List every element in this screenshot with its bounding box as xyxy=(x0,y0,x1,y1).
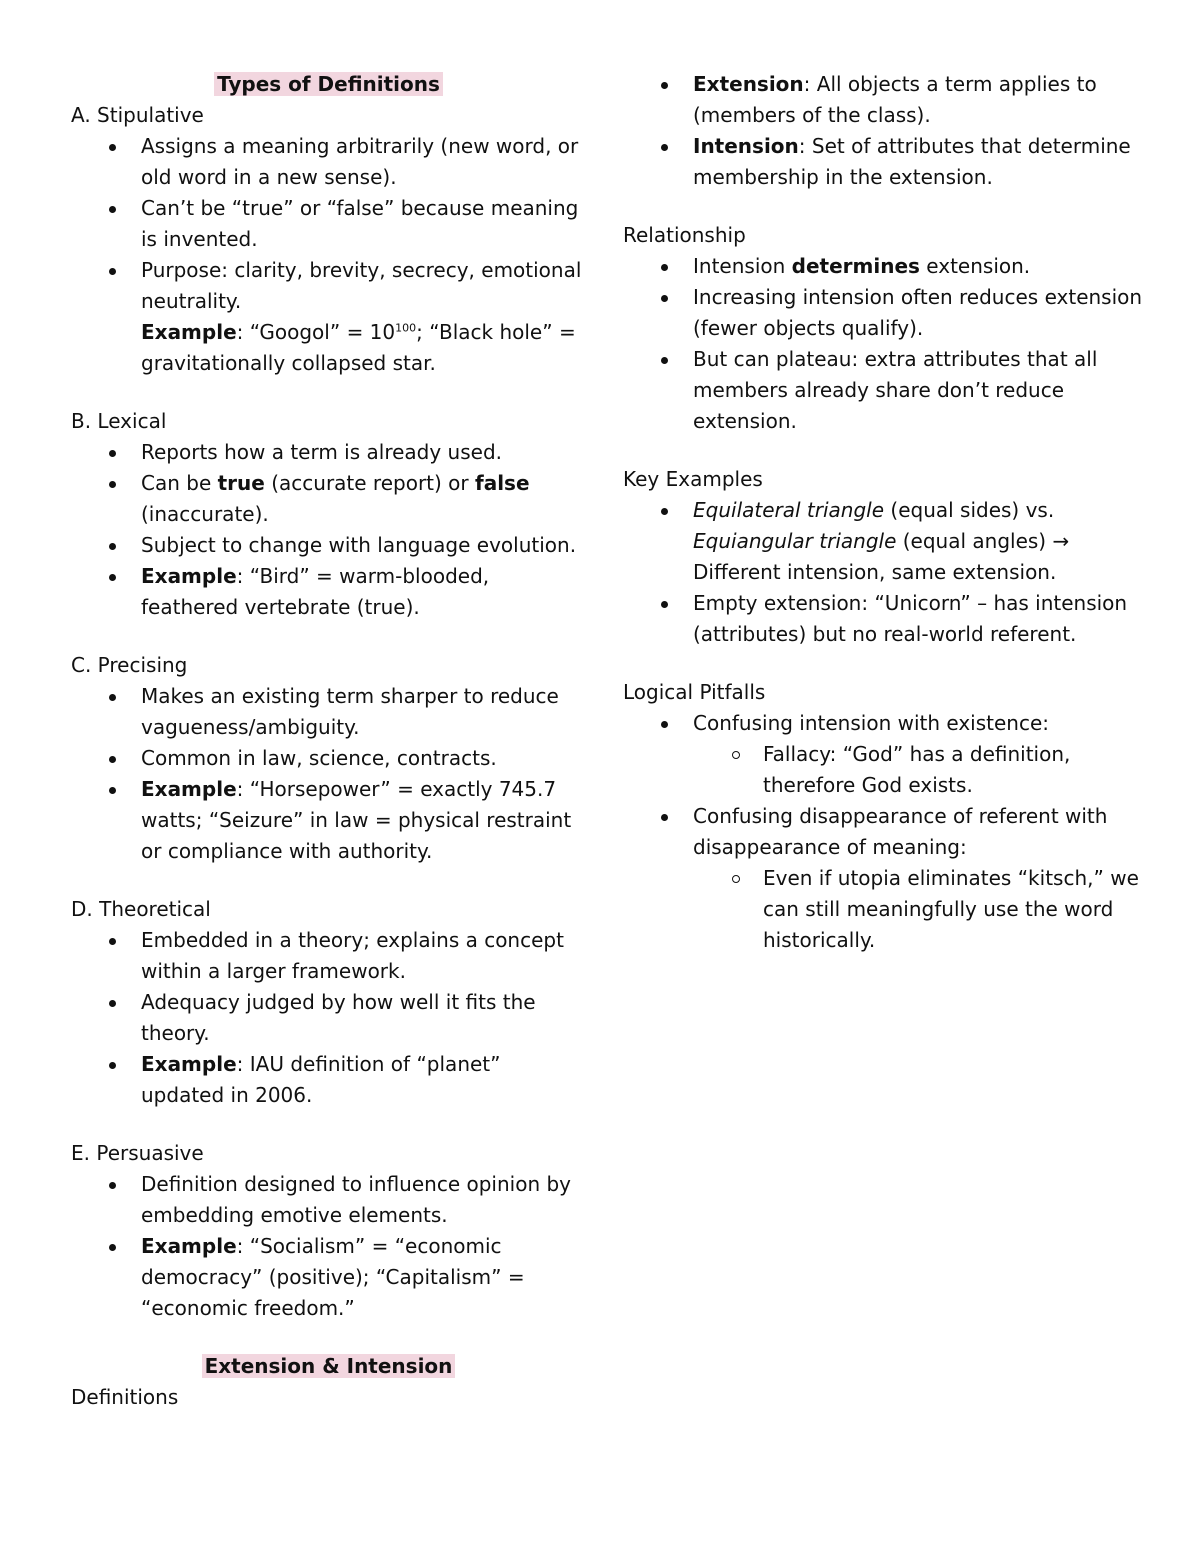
key-examples-list xyxy=(623,495,1163,650)
theoretical-heading: D. Theoretical xyxy=(71,897,211,921)
example-label: Example xyxy=(141,564,237,588)
list-item: Confusing intension with existence: xyxy=(623,708,1163,739)
list-item: Can’t be “true” or “false” because meaning is invented. xyxy=(71,193,586,255)
list-item: Common in law, science, contracts. xyxy=(71,743,586,774)
list-item: Definition designed to influence opinion by embedding emotive elements. xyxy=(71,1169,586,1231)
pitfalls-list xyxy=(623,708,1163,739)
lexical-list xyxy=(71,437,586,623)
extension-label: Extension xyxy=(693,72,804,96)
list-item: Embedded in a theory; explains a concept within a larger framework. xyxy=(71,925,586,987)
right-column xyxy=(623,69,1163,956)
purpose-text: Purpose: clarity, brevity, secrecy, emotional neutrality. xyxy=(141,258,582,313)
list-item: Makes an existing term sharper to reduce vagueness/ambiguity. xyxy=(71,681,586,743)
definitions-heading: Definitions xyxy=(71,1385,179,1409)
list-item: Example: “Socialism” = “economic democracy” (positive); “Capitalism” = “economic freedom.” xyxy=(71,1231,586,1324)
list-item: Intension determines extension. xyxy=(623,251,1163,282)
precising-list xyxy=(71,681,586,867)
types-title-block xyxy=(71,69,586,100)
sub-list-item: Fallacy: “God” has a definition, therefore God exists. xyxy=(623,739,1163,801)
lexical-heading: B. Lexical xyxy=(71,409,167,433)
intension-label: Intension xyxy=(693,134,799,158)
list-item: Confusing disappearance of referent with disappearance of meaning: xyxy=(623,801,1163,863)
pitfalls-heading: Logical Pitfalls xyxy=(623,680,766,704)
list-item xyxy=(71,255,586,379)
list-item: Example: “Horsepower” = exactly 745.7 watts; “Seizure” in law = physical restraint or compliance with authority. xyxy=(71,774,586,867)
definitions-list xyxy=(623,69,1163,193)
example-label: Example xyxy=(141,320,237,344)
pitfalls-sublist xyxy=(623,739,1163,801)
pitfalls-list-2 xyxy=(623,801,1163,863)
list-item: Example: “Bird” = warm-blooded, feathered vertebrate (true). xyxy=(71,561,586,623)
pitfalls-sublist-2 xyxy=(623,863,1163,956)
relationship-list xyxy=(623,251,1163,437)
example-label: Example xyxy=(141,1234,237,1258)
relationship-heading: Relationship xyxy=(623,223,746,247)
theoretical-list xyxy=(71,925,586,1111)
ext-int-title: Extension & Intension xyxy=(202,1354,456,1378)
stipulative-list xyxy=(71,131,586,379)
list-item: Can be true (accurate report) or false (inaccurate). xyxy=(71,468,586,530)
example-label: Example xyxy=(141,777,237,801)
key-examples-heading: Key Examples xyxy=(623,467,763,491)
left-column xyxy=(71,69,586,1413)
precising-heading: C. Precising xyxy=(71,653,188,677)
types-title: Types of Definitions xyxy=(214,72,443,96)
example-label: Example xyxy=(141,1052,237,1076)
ext-int-title-block xyxy=(71,1351,586,1382)
list-item: Assigns a meaning arbitrarily (new word, or old word in a new sense). xyxy=(71,131,586,193)
list-item: Subject to change with language evolution. xyxy=(71,530,586,561)
list-item: Intension: Set of attributes that determine membership in the extension. xyxy=(623,131,1163,193)
persuasive-heading: E. Persuasive xyxy=(71,1141,204,1165)
list-item: Equilateral triangle (equal sides) vs. Equiangular triangle (equal angles) → Different intension, same extension. xyxy=(623,495,1163,588)
list-item: Extension: All objects a term applies to (members of the class). xyxy=(623,69,1163,131)
sub-list-item: Even if utopia eliminates “kitsch,” we can still meaningfully use the word historically. xyxy=(623,863,1163,956)
stipulative-heading: A. Stipulative xyxy=(71,103,204,127)
list-item: Increasing intension often reduces extension (fewer objects qualify). xyxy=(623,282,1163,344)
list-item: Adequacy judged by how well it fits the theory. xyxy=(71,987,586,1049)
list-item: But can plateau: extra attributes that all members already share don’t reduce extension. xyxy=(623,344,1163,437)
list-item: Reports how a term is already used. xyxy=(71,437,586,468)
persuasive-list xyxy=(71,1169,586,1324)
list-item: Empty extension: “Unicorn” – has intension (attributes) but no real-world referent. xyxy=(623,588,1163,650)
list-item: Example: IAU definition of “planet” updated in 2006. xyxy=(71,1049,586,1111)
stipulative-example: Example: “Googol” = $10^{100}$; “Black hole” = gravitationally collapsed star. xyxy=(141,320,576,375)
